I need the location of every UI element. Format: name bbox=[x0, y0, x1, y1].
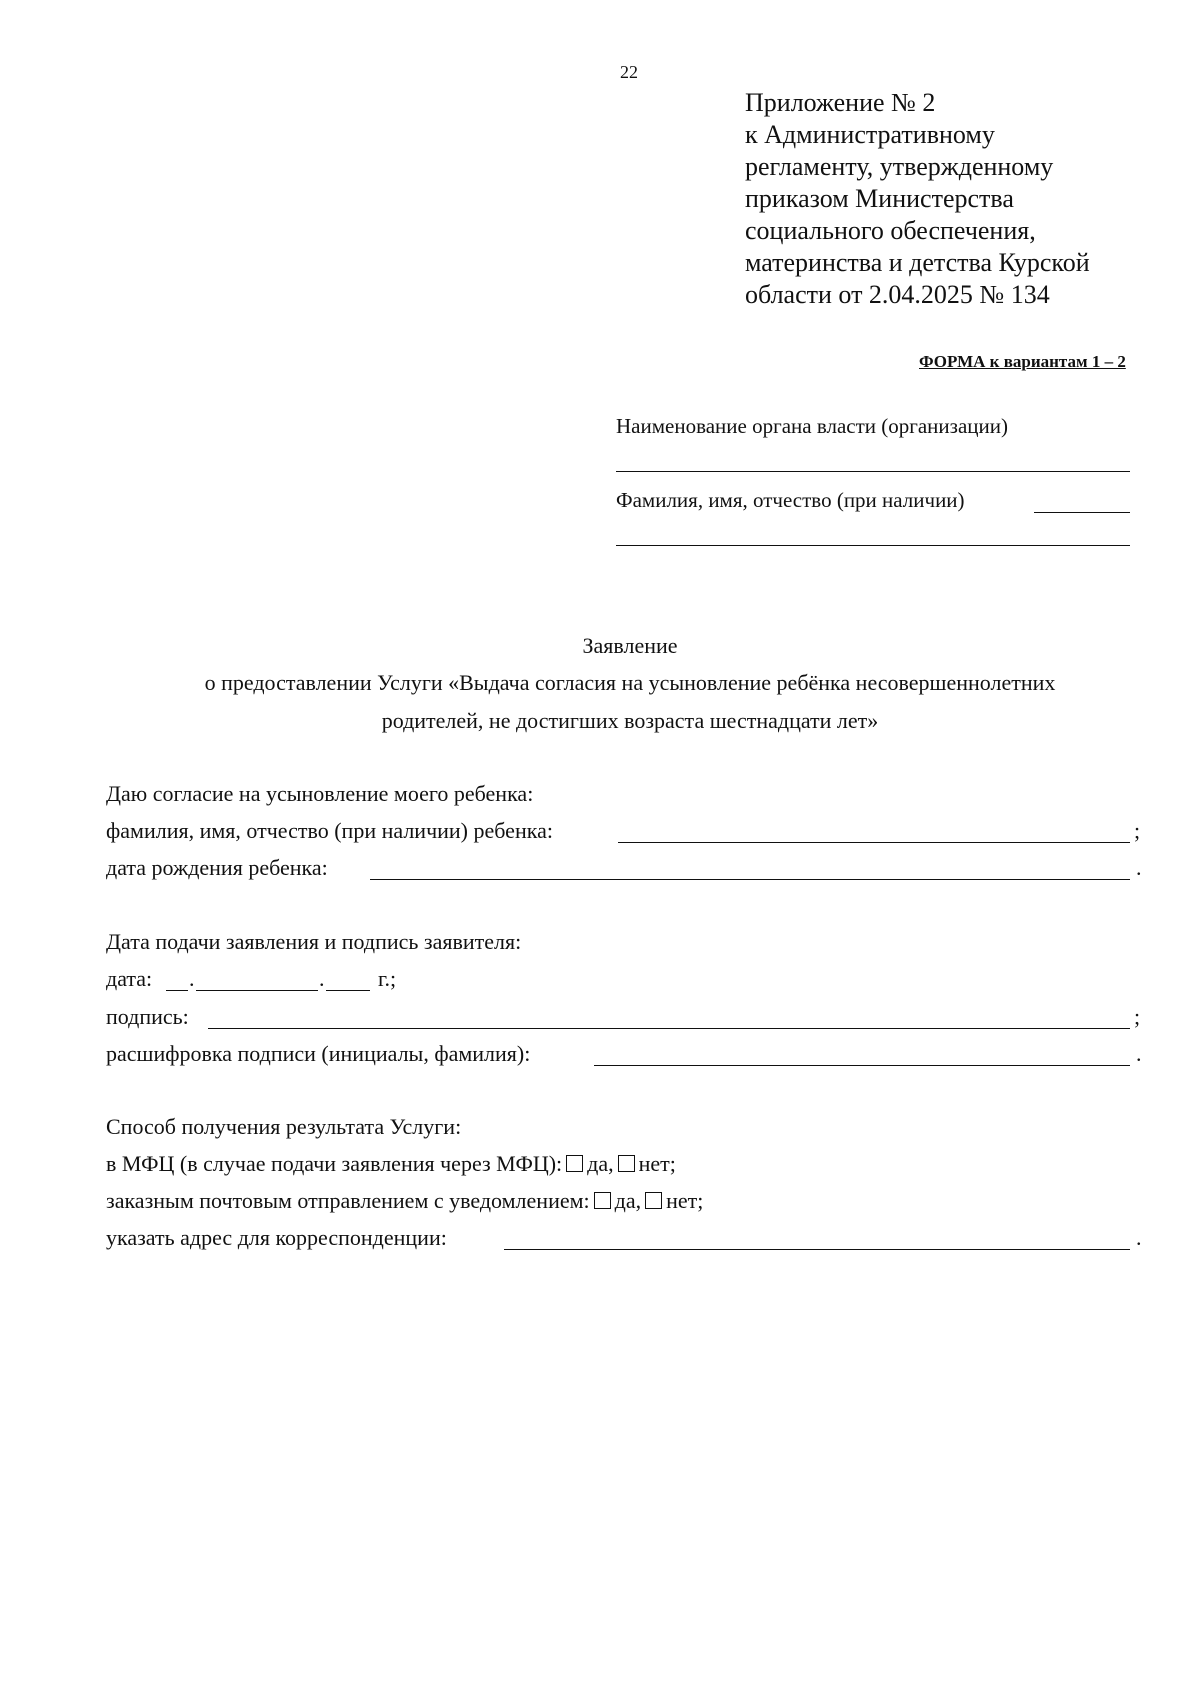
mail-yes-checkbox[interactable] bbox=[594, 1192, 611, 1209]
form-reference: ФОРМА к вариантам 1 – 2 bbox=[919, 352, 1126, 371]
date-separator: . bbox=[319, 966, 325, 991]
child-fio-end: ; bbox=[1134, 818, 1141, 843]
fio-line[interactable] bbox=[616, 545, 1130, 546]
fio-label: Фамилия, имя, отчество (при наличии) bbox=[616, 488, 965, 512]
appendix-line: материнства и детства Курской bbox=[745, 248, 1090, 277]
mfc-no-checkbox[interactable] bbox=[618, 1155, 635, 1172]
decode-line[interactable] bbox=[594, 1065, 1130, 1066]
date-label: дата: bbox=[106, 966, 153, 991]
sign-label: подпись: bbox=[106, 1004, 189, 1029]
sign-line[interactable] bbox=[208, 1028, 1130, 1029]
child-fio-label: фамилия, имя, отчество (при наличии) ребенка: bbox=[106, 818, 553, 843]
birth-date-end: . bbox=[1136, 855, 1142, 880]
mfc-yes-checkbox[interactable] bbox=[566, 1155, 583, 1172]
mail-option-row bbox=[106, 1188, 703, 1214]
appendix-line: регламенту, утвержденному bbox=[745, 152, 1054, 181]
mfc-label: в МФЦ (в случае подачи заявления через МФЦ): bbox=[106, 1151, 563, 1176]
appendix-line: приказом Министерства bbox=[745, 184, 1014, 213]
appendix-line: социального обеспечения, bbox=[745, 216, 1036, 245]
no-label: нет; bbox=[638, 1151, 676, 1176]
appendix-block bbox=[745, 87, 1090, 311]
page-number: 22 bbox=[620, 62, 638, 82]
date-day-line[interactable] bbox=[166, 990, 188, 991]
date-year-line[interactable] bbox=[326, 990, 370, 991]
child-fio-line[interactable] bbox=[618, 842, 1130, 843]
date-suffix: г.; bbox=[378, 966, 397, 991]
result-heading: Способ получения результата Услуги: bbox=[106, 1114, 462, 1139]
date-separator: . bbox=[189, 966, 195, 991]
mfc-option-row bbox=[106, 1151, 676, 1177]
address-label: указать адрес для корреспонденции: bbox=[106, 1225, 447, 1250]
address-line[interactable] bbox=[504, 1249, 1130, 1250]
date-month-line[interactable] bbox=[196, 990, 318, 991]
mail-no-checkbox[interactable] bbox=[645, 1192, 662, 1209]
address-end: . bbox=[1136, 1225, 1142, 1250]
signature-heading: Дата подачи заявления и подпись заявителя: bbox=[106, 929, 522, 954]
decode-label: расшифровка подписи (инициалы, фамилия): bbox=[106, 1041, 531, 1066]
authority-label: Наименование органа власти (организации) bbox=[616, 414, 1008, 438]
appendix-line: области от 2.04.2025 № 134 bbox=[745, 280, 1050, 309]
birth-date-label: дата рождения ребенка: bbox=[106, 855, 328, 880]
document-subtitle-cont: родителей, не достигших возраста шестнадцати лет» bbox=[381, 708, 879, 733]
appendix-line: к Административному bbox=[745, 120, 995, 149]
document-title: Заявление bbox=[582, 633, 678, 658]
no-label: нет; bbox=[666, 1188, 704, 1213]
document-subtitle: о предоставлении Услуги «Выдача согласия на усыновление ребёнка несовершеннолетних bbox=[204, 670, 1056, 695]
mail-label: заказным почтовым отправлением с уведомлением: bbox=[106, 1188, 590, 1213]
birth-date-line[interactable] bbox=[370, 879, 1130, 880]
yes-label: да, bbox=[614, 1188, 642, 1213]
yes-label: да, bbox=[587, 1151, 614, 1176]
decode-end: . bbox=[1136, 1041, 1142, 1066]
sign-end: ; bbox=[1134, 1004, 1141, 1029]
appendix-line: Приложение № 2 bbox=[745, 88, 936, 117]
consent-heading: Даю согласие на усыновление моего ребенка: bbox=[106, 781, 534, 806]
authority-line[interactable] bbox=[616, 471, 1130, 472]
fio-line-short[interactable] bbox=[1034, 512, 1130, 513]
